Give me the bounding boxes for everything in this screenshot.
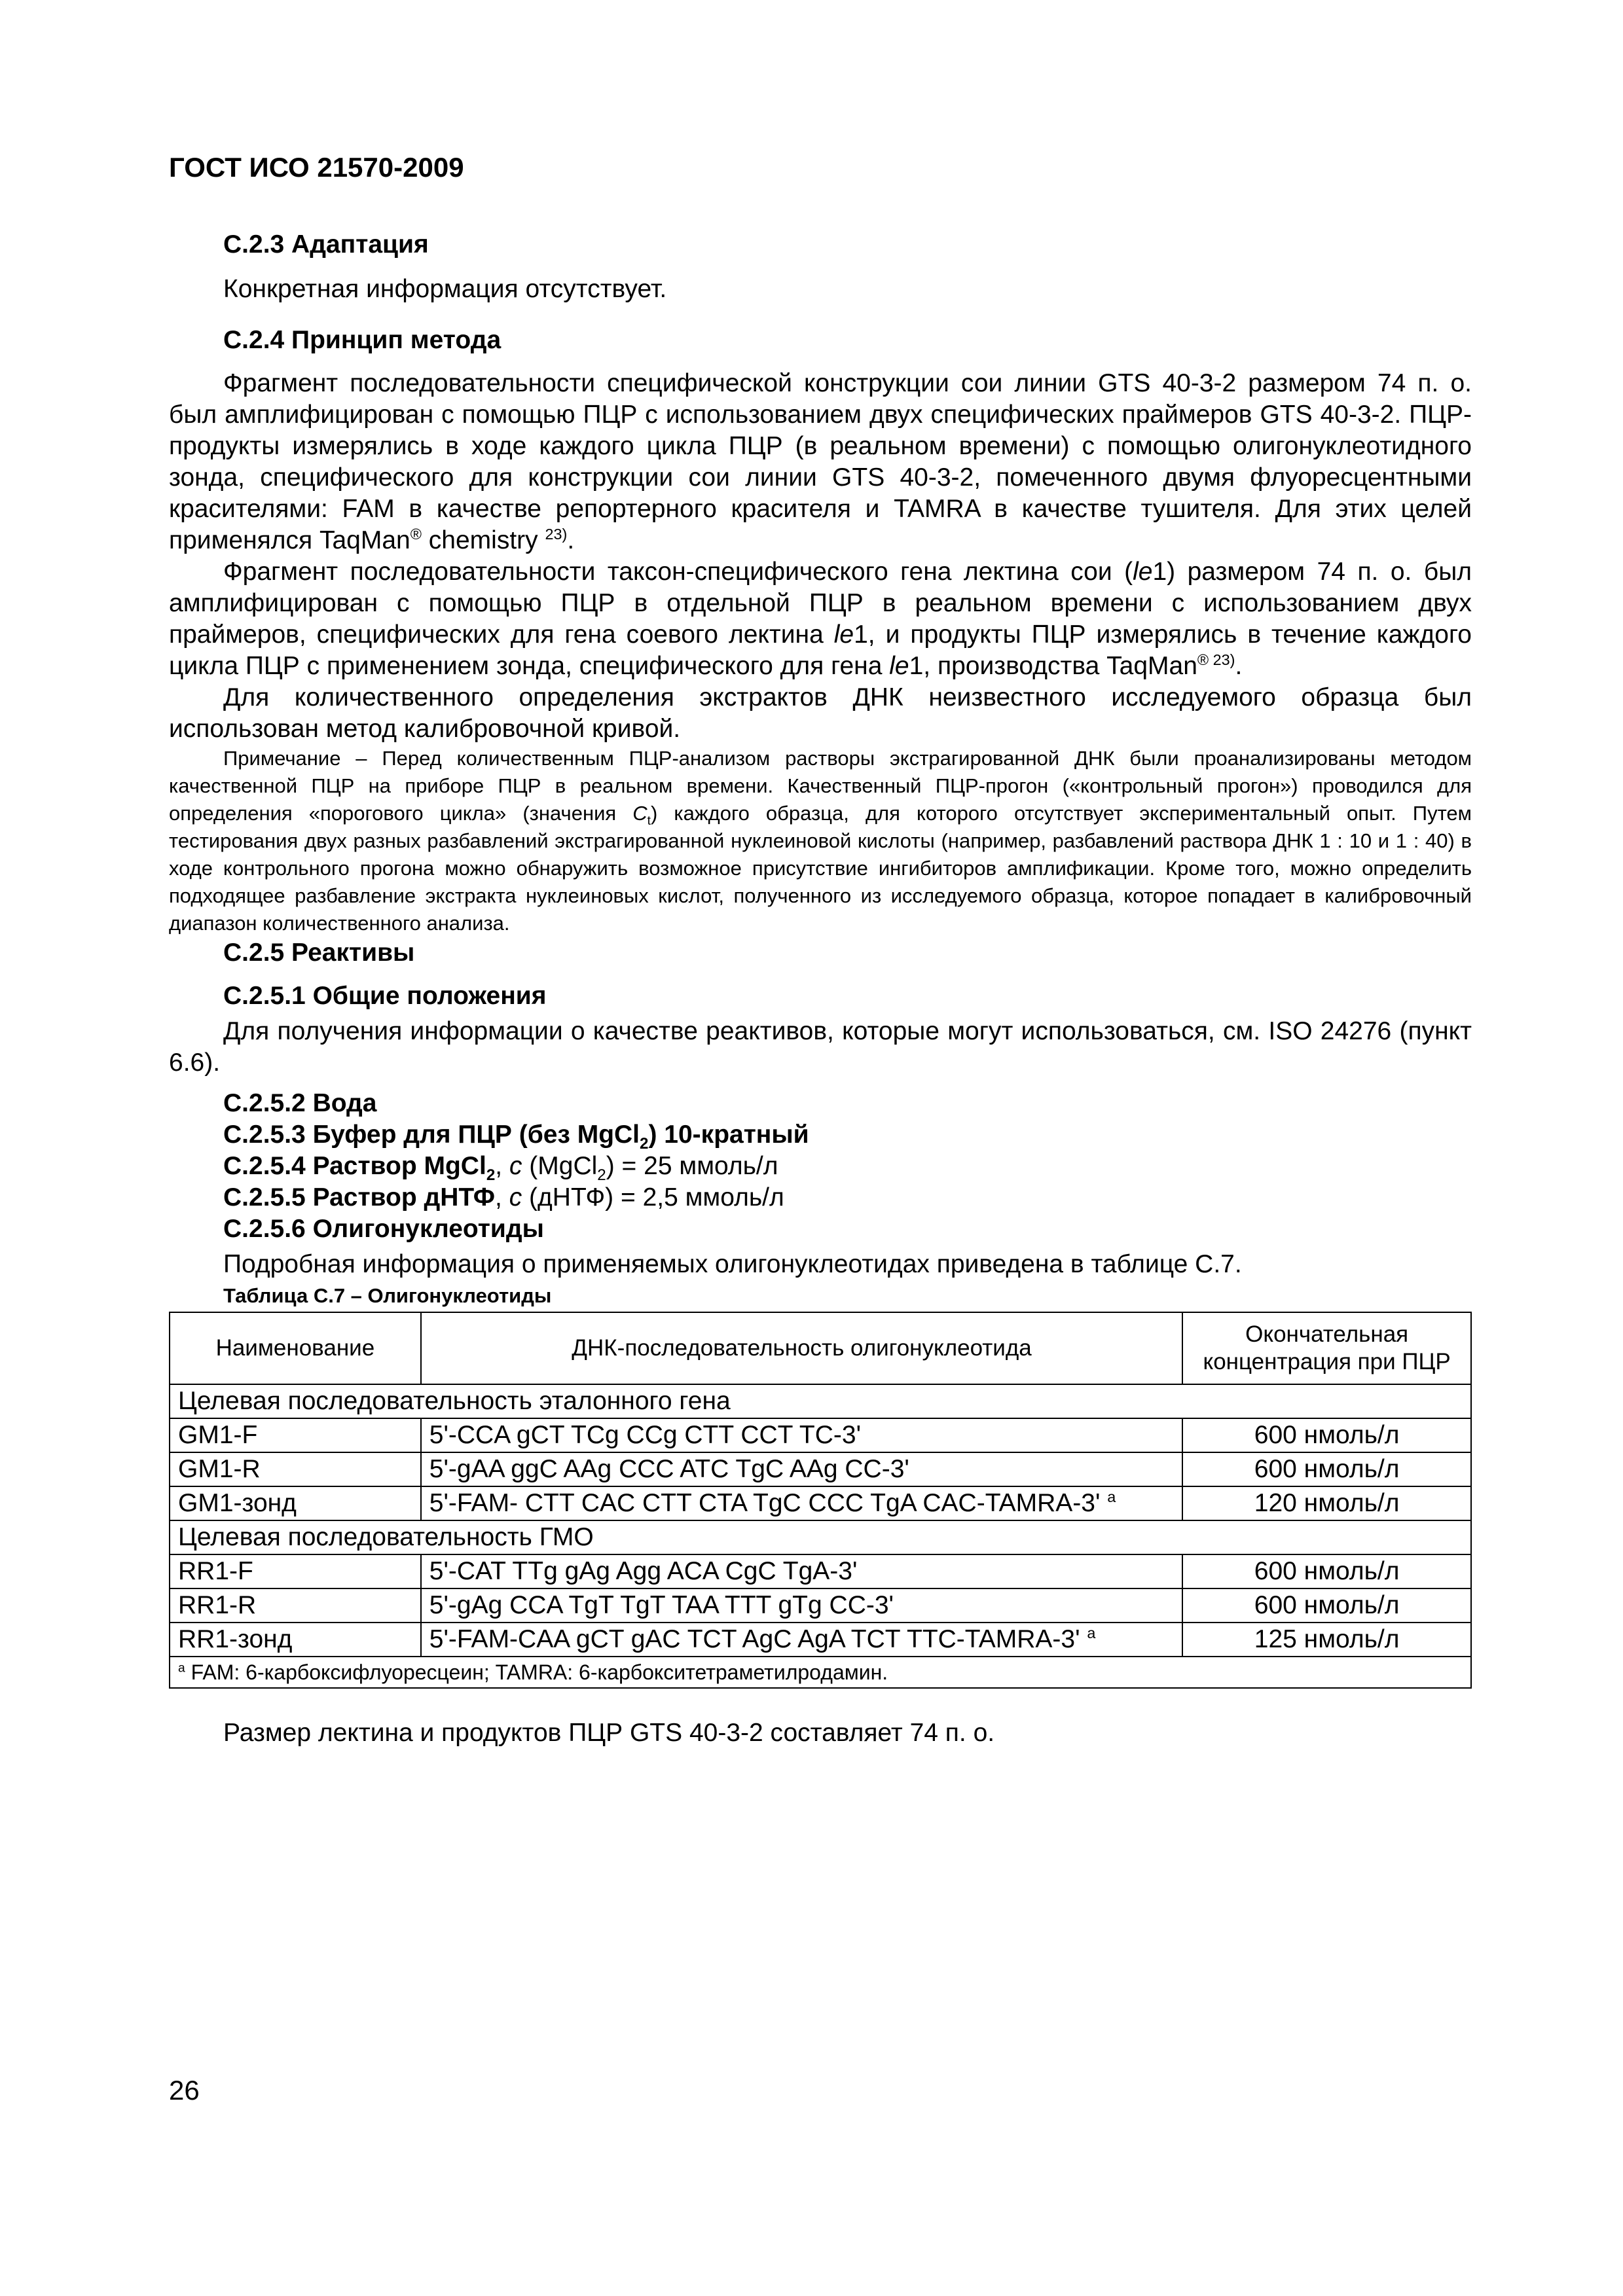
page-number: 26 (169, 2075, 200, 2106)
page-content (169, 229, 1472, 1749)
section-heading-c251: С.2.5.1 Общие положения (223, 982, 547, 1010)
closing-paragraph: Размер лектина и продуктов ПЦР GTS 40-3-2 составляет 74 п. о. (223, 1719, 995, 1747)
table-row (170, 1588, 1471, 1623)
section-text-c256: Подробная информация о применяемых олигонуклеотидах приведена в таблице С.7. (223, 1250, 1242, 1278)
oligonucleotides-table (169, 1312, 1472, 1689)
column-header: Наименование (170, 1312, 421, 1384)
section-text-c23: Конкретная информация отсутствует. (223, 275, 667, 303)
oligo-sequence: 5'-gAA ggC AAg CCC ATC TgC AAg CC-3' (421, 1452, 1183, 1486)
section-heading-c25: С.2.5 Реактивы (223, 939, 415, 967)
section-text-c251: Для получения информации о качестве реактивов, которые могут использоваться, см. ISO 24276 (пункт 6.6). (169, 1017, 1472, 1077)
column-header: ДНК-последовательность олигонуклеотида (421, 1312, 1183, 1384)
oligo-concentration: 600 нмоль/л (1182, 1554, 1471, 1588)
section-heading-c252: С.2.5.2 Вода (223, 1089, 377, 1117)
column-header: Окончательная концентрация при ПЦР (1182, 1312, 1471, 1384)
document-header: ГОСТ ИСО 21570-2009 (169, 152, 464, 183)
table-caption: Таблица С.7 – Олигонуклеотиды (223, 1284, 552, 1307)
table-row (170, 1486, 1471, 1520)
section-heading-c253: С.2.5.3 Буфер для ПЦР (без MgCl$_2$) 10-кратный (223, 1121, 809, 1153)
registered-mark: ® (1197, 651, 1209, 668)
oligo-name: RR1-R (170, 1588, 421, 1623)
oligo-concentration: 600 нмоль/л (1182, 1588, 1471, 1623)
table-footnote-row (170, 1657, 1471, 1688)
oligo-concentration: 600 нмоль/л (1182, 1418, 1471, 1452)
table-row (170, 1452, 1471, 1486)
oligo-name: GM1-зонд (170, 1486, 421, 1520)
table-row (170, 1418, 1471, 1452)
oligo-sequence: 5'-FAM-CAA gCT gAC TCT AgC AgA TCT TTC-TAMRA-3' $^а$ (421, 1623, 1183, 1657)
section-heading-c256: С.2.5.6 Олигонуклеотиды (223, 1215, 544, 1243)
reference-23: 23) (545, 526, 568, 543)
section-heading-c255: С.2.5.5 Раствор дНТФ, c (дНТФ) = 2,5 ммоль/л (223, 1183, 784, 1211)
section-heading-c23: С.2.3 Адаптация (223, 230, 429, 259)
paragraph-principle-2: Фрагмент последовательности таксон-специфического гена лектина сои (le1) размером 74 п. о. был амплифицирован с помощью ПЦР в отдельной ПЦР в реальном времени с использованием двух праймеров, специфических для гена соевого лектина le1, и продукты ПЦР измерялись в течение каждого цикла ПЦР с применением зонда, специфического для гена le1, производства TaqMan® $^{23)}$. (169, 558, 1472, 680)
oligo-sequence: 5'-CCA gCT TCg CCg CTT CCT TC-3' (421, 1418, 1183, 1452)
note-paragraph: Примечание – Перед количественным ПЦР-анализом растворы экстрагированной ДНК были проанализированы методом качественной ПЦР на приборе ПЦР в реальном времени. Качественный ПЦР-прогон («контрольный прогон») проводился для определения «порогового цикла» (значения $C_t$) каждого образца, для которого отсутствует экспериментальный опыт. Путем тестирования двух разных разбавлений экстрагированной нуклеиновой кислоты (например, разбавлений раствора ДНК 1 : 10 и 1 : 40) в ходе контрольного прогона можно обнаружить возможное присутствие ингибиторов амплификации. Кроме того, можно определить подходящее разбавление экстракта нуклеиновых кислот, полученного из исследуемого образца, которое попадает в калибровочный диапазон количественного анализа. (169, 747, 1472, 935)
oligo-sequence: 5'-CAT TTg gAg Agg ACA CgC TgA-3' (421, 1554, 1183, 1588)
table-group-row (170, 1520, 1471, 1554)
paragraph-principle-3: Для количественного определения экстрактов ДНК неизвестного исследуемого образца был использован метод калибровочной кривой. (169, 683, 1472, 743)
oligo-name: RR1-F (170, 1554, 421, 1588)
reference-23: 23) (1209, 651, 1235, 668)
oligo-concentration: 125 нмоль/л (1182, 1623, 1471, 1657)
oligo-name: RR1-зонд (170, 1623, 421, 1657)
oligo-name: GM1-R (170, 1452, 421, 1486)
oligo-concentration: 600 нмоль/л (1182, 1452, 1471, 1486)
group-label: Целевая последовательность ГМО (170, 1520, 1471, 1554)
table-group-row (170, 1384, 1471, 1418)
group-label: Целевая последовательность эталонного гена (170, 1384, 1471, 1418)
table-header-row (170, 1312, 1471, 1384)
table-footnote: $^а$ FAM: 6-карбоксифлуоресцеин; TAMRA: 6-карбокситетраметилродамин. (170, 1657, 1471, 1688)
oligo-concentration: 120 нмоль/л (1182, 1486, 1471, 1520)
oligo-sequence: 5'-gAg CCA TgT TgT TAA TTT gTg CC-3' (421, 1588, 1183, 1623)
section-heading-c24: С.2.4 Принцип метода (223, 326, 501, 354)
registered-mark: ® (410, 526, 422, 543)
oligo-name: GM1-F (170, 1418, 421, 1452)
table-row (170, 1554, 1471, 1588)
table-row (170, 1623, 1471, 1657)
oligo-sequence: 5'-FAM- CTT CAC CTT CTA TgC CCC TgA CAC-TAMRA-3' $^а$ (421, 1486, 1183, 1520)
paragraph-principle-1: Фрагмент последовательности специфической конструкции сои линии GTS 40-3-2 размером 74 п. о. был амплифицирован с помощью ПЦР с использованием двух специфических праймеров GTS 40-3-2. ПЦР-продукты измерялись в ходе каждого цикла ПЦР (в реальном времени) с помощью олигонуклеотидного зонда, специфического для конструкции сои линии GTS 40-3-2, помеченного двумя флуоресцентными красителями: FAM в качестве репортерного красителя и TAMRA в качестве тушителя. Для этих целей применялся TaqMan® chemistry $^{23)}$. (169, 369, 1472, 554)
section-heading-c254: С.2.5.4 Раствор MgCl$_2$, c (MgCl$_2$) = 25 ммоль/л (223, 1152, 778, 1184)
